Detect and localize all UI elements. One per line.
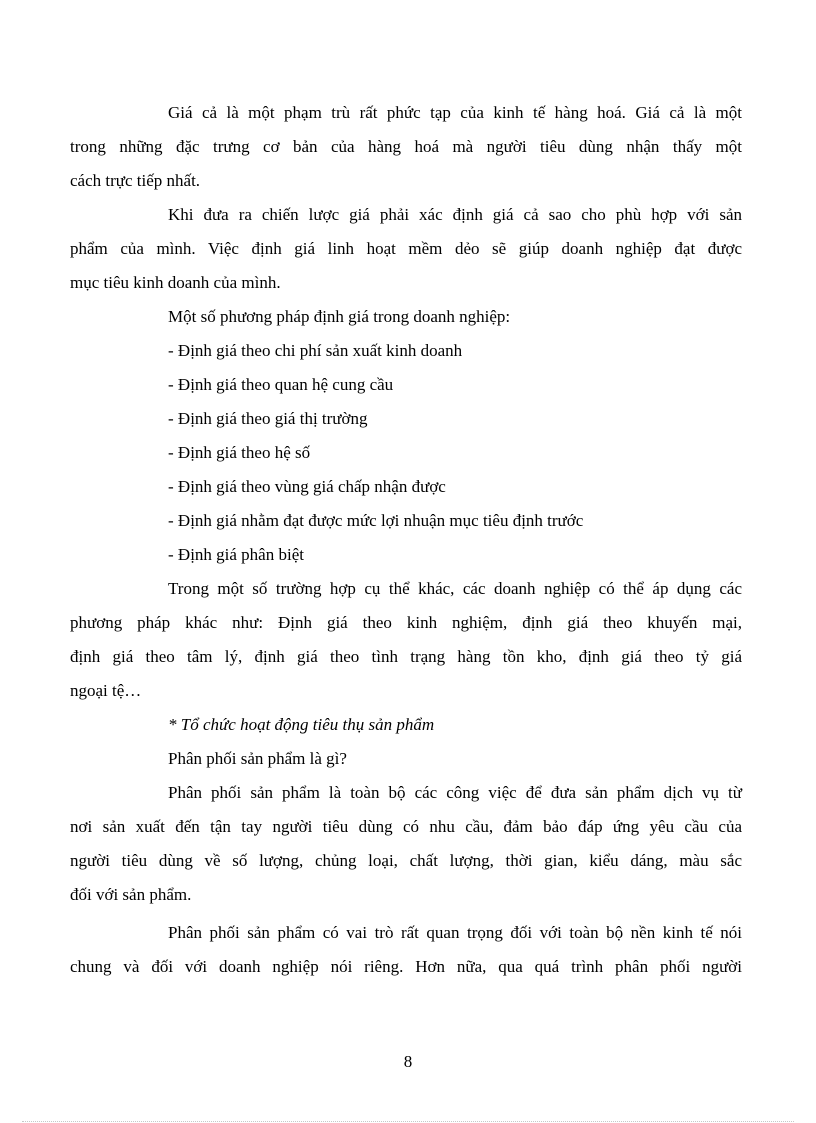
text-line: đối với sản phẩm.	[70, 885, 192, 904]
text-line: cách trực tiếp nhất.	[70, 171, 201, 190]
list-item: - Định giá theo vùng giá chấp nhận được	[168, 477, 446, 496]
text-line: người tiêu dùng về số lượng, chủng loại, chất lượng, thời gian, kiểu dáng, màu sắc	[70, 851, 742, 870]
list-item: - Định giá nhằm đạt được mức lợi nhuận mục tiêu định trước	[168, 511, 584, 530]
list-item: - Định giá theo hệ số	[168, 443, 311, 462]
page-number: 8	[403, 1052, 413, 1071]
text-line: Khi đưa ra chiến lược giá phải xác định giá cả sao cho phù hợp với sản	[168, 205, 742, 224]
text-line: Giá cả là một phạm trù rất phức tạp của kinh tế hàng hoá. Giá cả là một	[168, 103, 742, 122]
list-item: - Định giá theo quan hệ cung cầu	[168, 375, 394, 394]
section-heading: * Tổ chức hoạt động tiêu thụ sản phẩm	[168, 715, 435, 734]
text-line: nơi sản xuất đến tận tay người tiêu dùng có nhu cầu, đảm bảo đáp ứng yêu cầu của	[70, 817, 742, 836]
paragraph-distribution-definition	[70, 776, 742, 912]
paragraph-distribution-role	[70, 916, 742, 984]
text-line: chung và đối với doanh nghiệp nói riêng. Hơn nữa, qua quá trình phân phối người	[70, 957, 742, 976]
question-line: Phân phối sản phẩm là gì?	[168, 749, 347, 768]
text-line: trong những đặc trưng cơ bản của hàng hoá mà người tiêu dùng nhận thấy một	[70, 137, 742, 156]
text-line: Phân phối sản phẩm là toàn bộ các công việc để đưa sản phẩm dịch vụ từ	[168, 783, 742, 802]
list-item: - Định giá theo giá thị trường	[168, 409, 368, 428]
text-line: phẩm của mình. Việc định giá linh hoạt mềm dẻo sẽ giúp doanh nghiệp đạt được	[70, 239, 742, 258]
paragraph-other-methods	[70, 572, 742, 708]
pricing-methods-list	[168, 334, 742, 572]
document-body	[70, 96, 742, 984]
paragraph-price-definition	[70, 96, 742, 198]
text-line: ngoại tệ…	[70, 681, 142, 700]
list-item: - Định giá phân biệt	[168, 545, 304, 564]
paragraph-price-strategy	[70, 198, 742, 300]
methods-intro: Một số phương pháp định giá trong doanh nghiệp:	[168, 307, 511, 326]
footer-divider	[22, 1121, 794, 1122]
text-line: mục tiêu kinh doanh của mình.	[70, 273, 281, 292]
text-line: Trong một số trường hợp cụ thể khác, các doanh nghiệp có thể áp dụng các	[168, 579, 742, 598]
text-line: Phân phối sản phẩm có vai trò rất quan trọng đối với toàn bộ nền kinh tế nói	[168, 923, 742, 942]
list-item: - Định giá theo chi phí sản xuất kinh doanh	[168, 341, 463, 360]
text-line: phương pháp khác như: Định giá theo kinh nghiệm, định giá theo khuyến mại,	[70, 613, 742, 632]
text-line: định giá theo tâm lý, định giá theo tình trạng hàng tồn kho, định giá theo tỷ giá	[70, 647, 742, 666]
